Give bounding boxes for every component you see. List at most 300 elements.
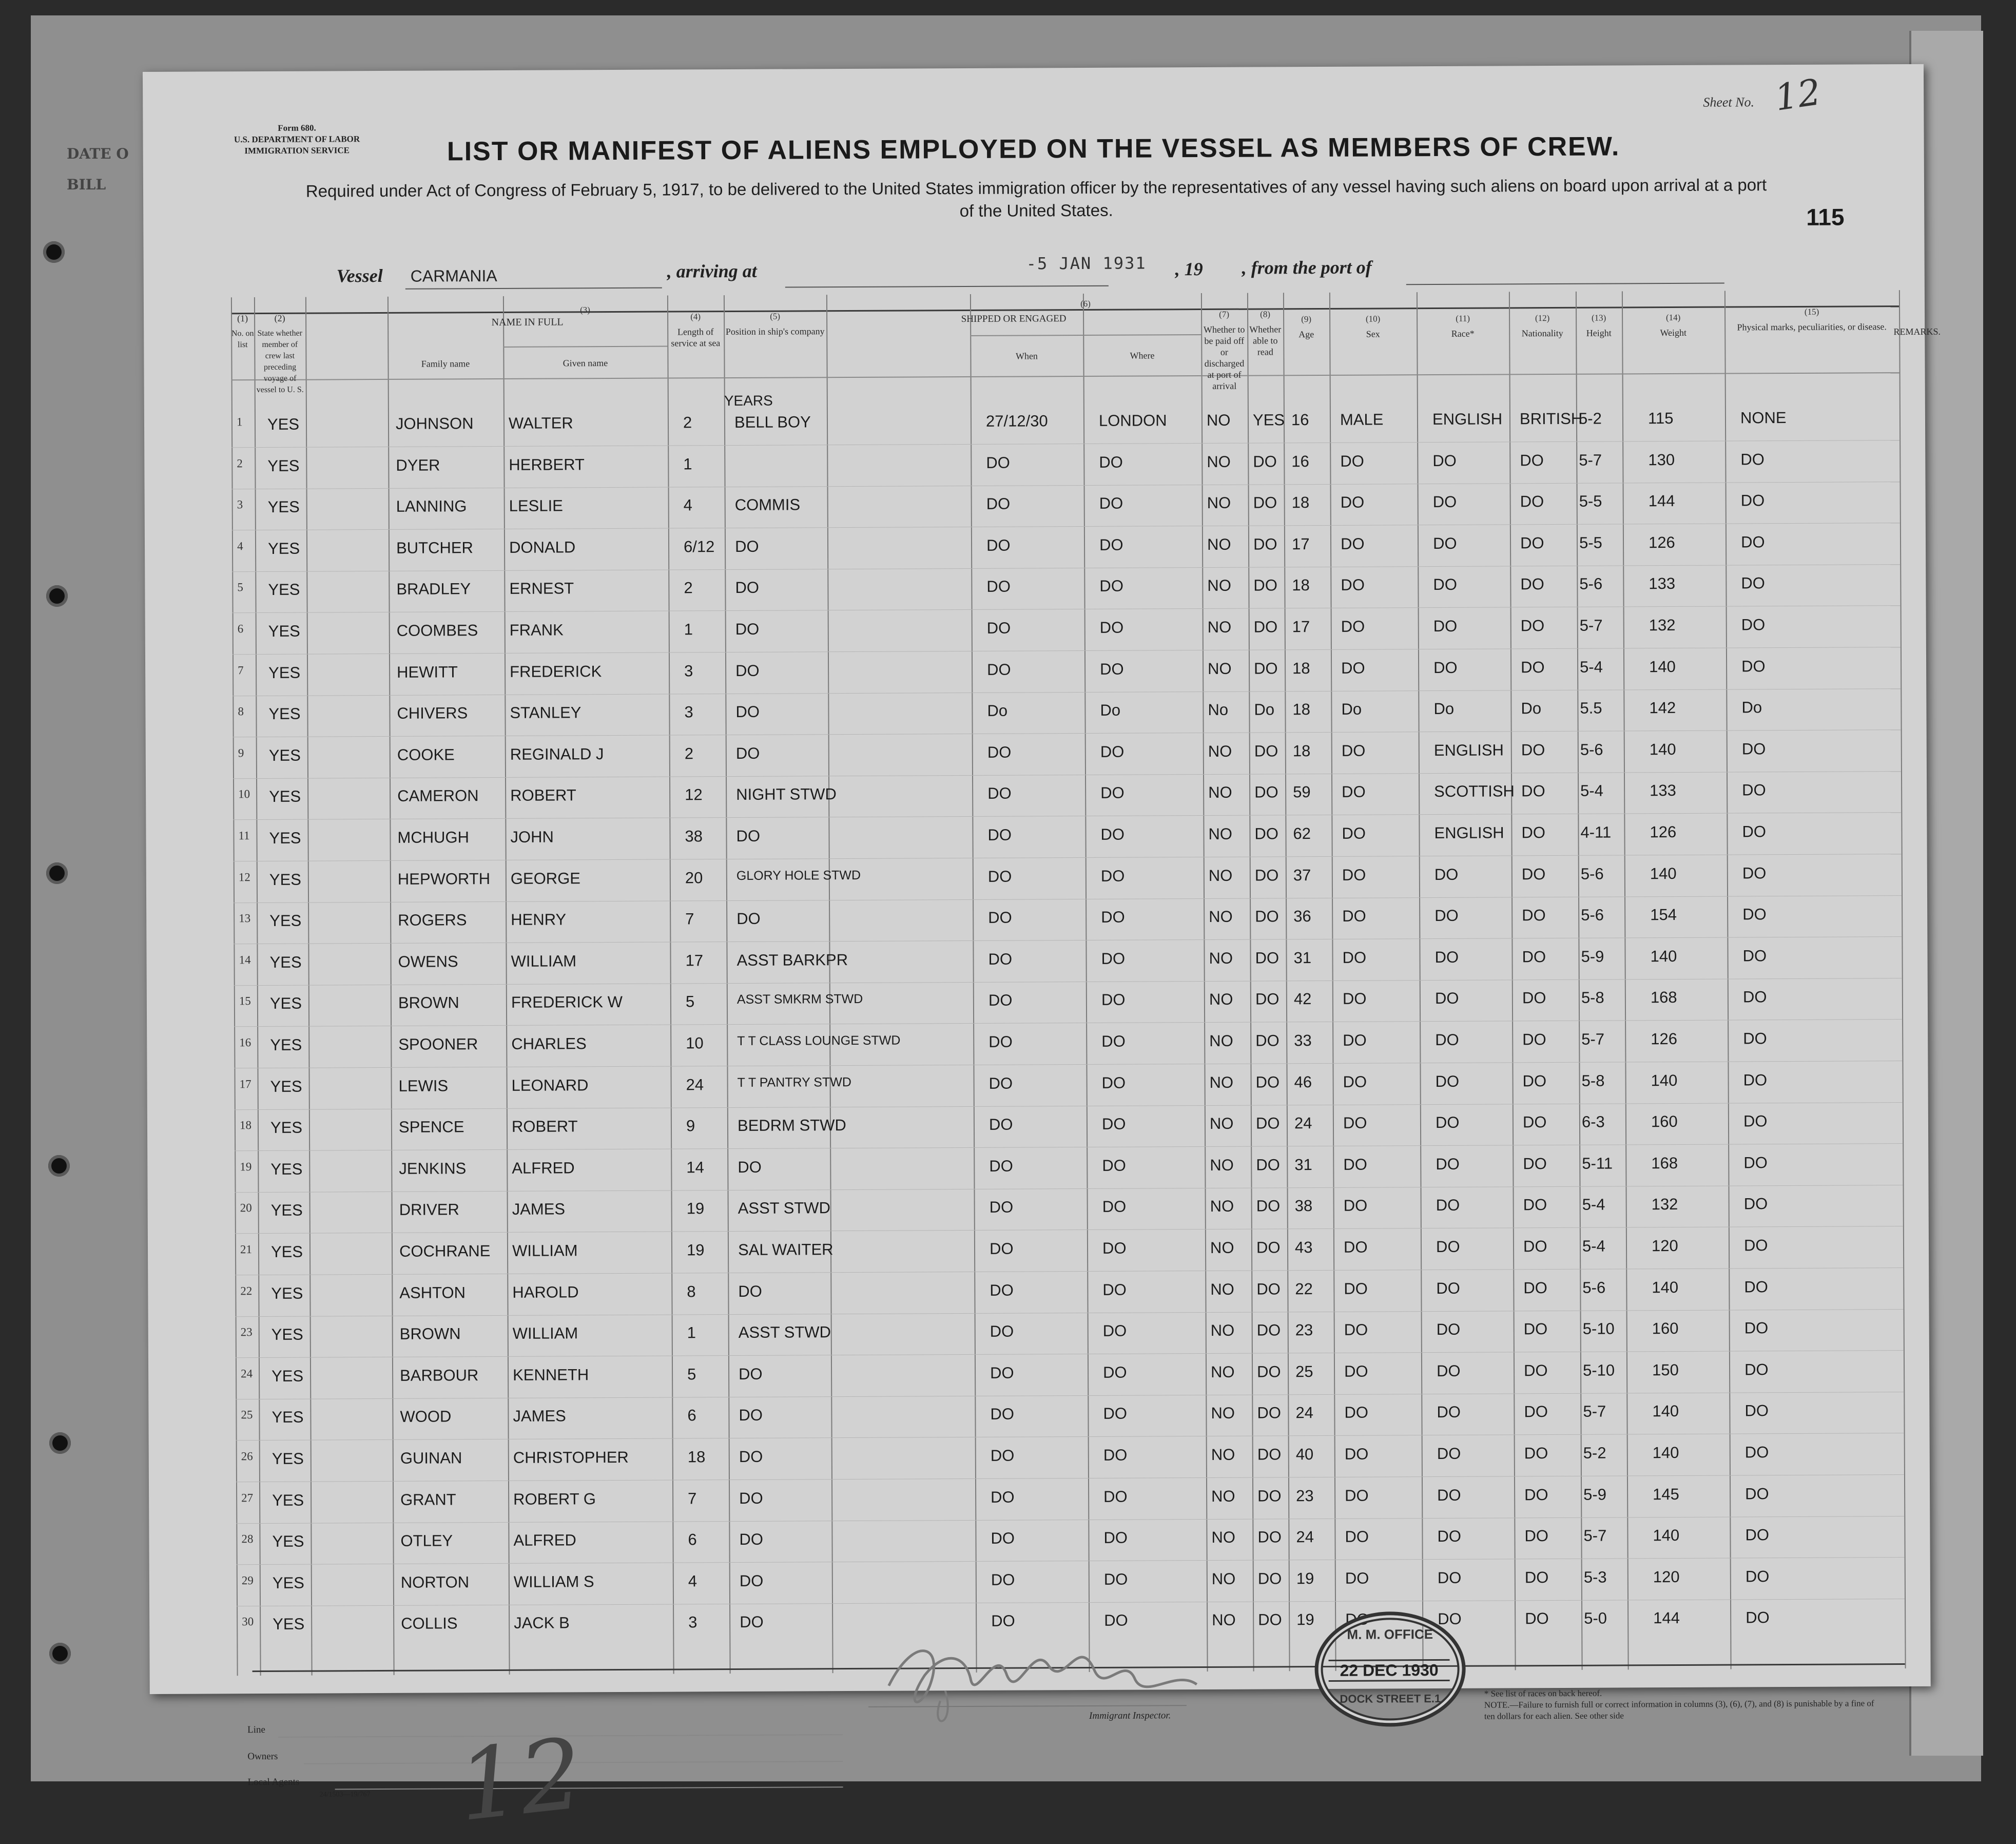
prev-voyage: YES: [268, 581, 300, 599]
position: DO: [738, 1282, 762, 1300]
given-name: WILLIAM: [512, 1241, 578, 1260]
shipped-where: DO: [1099, 535, 1123, 554]
shipped-when: DO: [990, 1363, 1014, 1382]
row-rule: [232, 482, 1900, 489]
family-name: GRANT: [400, 1490, 456, 1509]
shipped-when: DO: [988, 908, 1012, 927]
race: DO: [1438, 1610, 1462, 1628]
row-number: 4: [237, 539, 243, 553]
col-nationality-header: Nationality: [1521, 328, 1563, 339]
sex: DO: [1341, 659, 1365, 677]
shipped-where: DO: [1100, 867, 1125, 885]
service-length: 38: [685, 827, 703, 846]
physical-marks: DO: [1740, 491, 1765, 510]
handwritten-sheet-number: 12: [452, 1717, 588, 1843]
age: 31: [1294, 1155, 1312, 1174]
position: DO: [736, 827, 761, 845]
local-agents-label: Local Agents: [247, 1776, 300, 1788]
race: DO: [1433, 575, 1457, 594]
sex: DO: [1340, 493, 1365, 512]
paid-off: NO: [1211, 1487, 1235, 1505]
position: T T PANTRY STWD: [737, 1074, 851, 1090]
position: GLORY HOLE STWD: [736, 868, 861, 883]
service-length: 2: [683, 413, 692, 432]
nationality: DO: [1523, 1278, 1547, 1297]
binder-hole: [46, 862, 68, 884]
prev-voyage: YES: [268, 622, 300, 640]
weight: 133: [1650, 781, 1676, 800]
service-length: 19: [686, 1241, 705, 1259]
age: 23: [1296, 1486, 1314, 1505]
stamp-address: DOCK STREET E.1: [1340, 1692, 1441, 1705]
prev-voyage: YES: [270, 1242, 303, 1261]
age: 16: [1291, 411, 1309, 429]
arriving-underline: [785, 285, 1109, 288]
sex: DO: [1345, 1527, 1369, 1546]
column-rule: [1417, 292, 1424, 1670]
row-number: 14: [239, 953, 251, 966]
col-remarks-header: REMARKS.: [1893, 326, 1941, 337]
position: DO: [739, 1571, 764, 1590]
weight: 160: [1652, 1319, 1679, 1338]
family-name: COCHRANE: [399, 1242, 491, 1260]
shipped-when: DO: [988, 950, 1013, 968]
col-height-header: Height: [1586, 328, 1612, 338]
line-label: Line: [247, 1724, 265, 1736]
family-name: JENKINS: [399, 1159, 467, 1178]
shipped-where: DO: [1101, 991, 1126, 1009]
col-given-header: Given name: [563, 358, 608, 369]
row-number: 7: [238, 663, 244, 677]
prev-voyage: YES: [270, 1160, 303, 1178]
weight: 126: [1650, 822, 1677, 841]
row-rule: [236, 1392, 1904, 1399]
position: DO: [740, 1613, 764, 1631]
row-number: 5: [237, 581, 243, 594]
able-to-read: DO: [1258, 1610, 1282, 1629]
row-rule: [232, 605, 1901, 613]
shipped-where: DO: [1104, 1611, 1128, 1630]
family-name: WOOD: [400, 1407, 452, 1426]
service-length: 1: [683, 454, 692, 473]
shipped-when: Do: [987, 701, 1008, 720]
row-number: 12: [238, 870, 250, 883]
nationality: DO: [1521, 823, 1546, 842]
prev-voyage: YES: [273, 1615, 305, 1634]
service-length: 2: [684, 579, 693, 597]
given-name: LEONARD: [511, 1075, 589, 1094]
physical-marks: DO: [1741, 616, 1766, 634]
nationality: DO: [1521, 658, 1545, 676]
column-rule: [1509, 292, 1516, 1670]
nationality: DO: [1522, 1030, 1546, 1049]
age: 19: [1296, 1569, 1314, 1588]
nationality: DO: [1523, 1361, 1548, 1380]
row-number: 20: [240, 1201, 252, 1215]
physical-marks: DO: [1746, 1608, 1770, 1627]
physical-marks: DO: [1742, 988, 1767, 1006]
height: 5.5: [1580, 699, 1602, 717]
family-name: OTLEY: [400, 1531, 453, 1550]
physical-marks: DO: [1741, 740, 1766, 758]
physical-marks: DO: [1742, 781, 1766, 799]
vessel-name: CARMANIA: [410, 266, 497, 285]
sex: DO: [1344, 1279, 1368, 1298]
given-name: STANLEY: [510, 703, 581, 722]
sex: DO: [1342, 824, 1366, 842]
paid-off: No: [1208, 700, 1229, 719]
print-code: 24/1503—19/767: [319, 1791, 371, 1799]
service-length: 4: [683, 496, 693, 514]
col-no-number: (1): [237, 313, 248, 324]
able-to-read: DO: [1253, 576, 1277, 594]
given-name: LESLIE: [509, 496, 563, 515]
race: DO: [1435, 907, 1459, 925]
paid-off: NO: [1211, 1404, 1235, 1423]
sex: DO: [1341, 741, 1366, 760]
page-title: LIST OR MANIFEST OF ALIENS EMPLOYED ON THE VESSEL AS MEMBERS OF CREW.: [447, 131, 1620, 167]
able-to-read: DO: [1253, 535, 1277, 553]
service-length: 3: [684, 703, 693, 721]
col-prev-header: State whether member of crew last preceding voyage of vessel to U. S.: [256, 329, 304, 395]
port-underline: [1406, 283, 1724, 285]
prev-voyage: YES: [272, 1573, 304, 1592]
col-marks-header: Physical marks, peculiarities, or disease.: [1737, 321, 1887, 333]
agents-underline: [335, 1787, 843, 1790]
weight: 130: [1648, 450, 1675, 469]
column-rule: [724, 295, 731, 1674]
paid-off: NO: [1208, 824, 1233, 843]
row-rule: [236, 1516, 1904, 1524]
height: 5-2: [1583, 1444, 1606, 1462]
position: DO: [738, 1158, 762, 1176]
col-read-header: Whether able to read: [1249, 324, 1282, 357]
row-number: 1: [236, 415, 243, 429]
physical-marks: DO: [1744, 1277, 1768, 1296]
race: DO: [1436, 1320, 1461, 1339]
shipped-where: DO: [1102, 1198, 1127, 1216]
prev-voyage: YES: [271, 1325, 303, 1344]
weight: 120: [1651, 1236, 1678, 1255]
shipped-where: DO: [1102, 1239, 1127, 1257]
column-rule: [826, 295, 833, 1673]
row-number: 28: [241, 1532, 254, 1546]
row-number: 19: [240, 1160, 252, 1173]
nationality: DO: [1523, 1237, 1547, 1256]
shipped-where: DO: [1103, 1570, 1128, 1588]
shipped-where: DO: [1103, 1528, 1128, 1547]
row-number: 24: [241, 1367, 253, 1380]
able-to-read: DO: [1255, 1114, 1280, 1132]
family-name: LEWIS: [398, 1077, 449, 1095]
family-name: OWENS: [398, 952, 458, 971]
paid-off: NO: [1212, 1611, 1236, 1629]
footnotes: [1484, 1686, 1874, 1722]
row-number: 8: [238, 705, 244, 718]
weight: 144: [1648, 492, 1675, 510]
paid-off: NO: [1210, 1156, 1234, 1174]
race: DO: [1436, 1155, 1460, 1173]
col-service-header: Length of service at sea: [671, 326, 721, 349]
age: 37: [1293, 866, 1311, 884]
height: 5-7: [1579, 451, 1602, 469]
paid-off: NO: [1211, 1445, 1235, 1464]
given-name: HERBERT: [509, 455, 585, 474]
family-name: CAMERON: [397, 786, 479, 805]
vessel-underline: [405, 287, 662, 290]
given-name: HAROLD: [512, 1282, 579, 1301]
column-rule: [1329, 293, 1336, 1671]
height: 5-2: [1578, 409, 1602, 428]
position: DO: [735, 702, 760, 721]
row-rule: [231, 440, 1899, 448]
col-age-number: (9): [1301, 314, 1312, 324]
physical-marks: NONE: [1740, 409, 1787, 427]
race: DO: [1436, 1196, 1460, 1215]
prev-voyage: YES: [269, 829, 301, 847]
shipped-when: DO: [991, 1529, 1015, 1548]
prev-voyage: YES: [267, 456, 300, 475]
position: DO: [735, 744, 760, 762]
given-name: ALFRED: [513, 1531, 576, 1550]
col-position-number: (5): [770, 311, 781, 321]
shipped-where: DO: [1100, 825, 1125, 843]
paid-off: NO: [1209, 1114, 1234, 1133]
weight: 140: [1653, 1526, 1680, 1545]
row-rule: [237, 1599, 1905, 1606]
family-name: BUTCHER: [396, 538, 473, 557]
age: 19: [1296, 1610, 1314, 1629]
shipped-where: DO: [1100, 784, 1125, 802]
row-number: 25: [241, 1408, 253, 1422]
row-rule: [236, 1309, 1904, 1317]
sex: DO: [1342, 866, 1366, 884]
given-name: FREDERICK: [510, 662, 602, 681]
shipped-when: DO: [991, 1612, 1015, 1630]
age: 18: [1292, 741, 1311, 760]
col-weight-number: (14): [1665, 312, 1681, 323]
shipped-where: DO: [1099, 494, 1123, 513]
family-name: COOMBES: [396, 621, 478, 640]
prev-voyage: YES: [270, 1035, 302, 1054]
able-to-read: YES: [1252, 411, 1285, 429]
service-length: 18: [687, 1448, 706, 1466]
able-to-read: DO: [1255, 949, 1280, 967]
able-to-read: DO: [1256, 1279, 1281, 1298]
sex: DO: [1344, 1362, 1368, 1380]
height: 5-4: [1580, 658, 1603, 676]
race: DO: [1435, 989, 1459, 1008]
able-to-read: DO: [1253, 493, 1277, 512]
service-length: 19: [686, 1199, 705, 1218]
shipped-where: DO: [1101, 1115, 1126, 1134]
family-name: BRADLEY: [396, 580, 471, 599]
paid-off: NO: [1210, 1238, 1234, 1257]
weight: 140: [1652, 1443, 1679, 1462]
nationality: DO: [1520, 617, 1545, 635]
race: DO: [1436, 1279, 1460, 1297]
race: DO: [1437, 1568, 1462, 1587]
height: 4-11: [1580, 823, 1612, 841]
able-to-read: DO: [1256, 1197, 1281, 1215]
prev-voyage: YES: [269, 787, 301, 806]
paid-off: NO: [1207, 577, 1231, 595]
given-name: WILLIAM: [512, 1324, 578, 1343]
height: 5-8: [1581, 1071, 1605, 1090]
service-length: 6/12: [683, 537, 715, 556]
physical-marks: DO: [1740, 450, 1765, 469]
sex: DO: [1344, 1403, 1368, 1422]
shipped-where: DO: [1100, 742, 1125, 761]
nationality: DO: [1522, 1071, 1547, 1090]
family-name: BROWN: [398, 993, 459, 1012]
race: DO: [1437, 1486, 1461, 1504]
sex: DO: [1342, 783, 1366, 801]
physical-marks: DO: [1741, 574, 1765, 592]
height: 5-6: [1580, 865, 1604, 883]
given-name: HENRY: [511, 910, 567, 929]
age: 43: [1294, 1238, 1313, 1257]
position: DO: [739, 1447, 763, 1466]
physical-marks: DO: [1740, 533, 1765, 551]
family-name: DYER: [396, 456, 440, 474]
family-name: SPOONER: [398, 1035, 478, 1053]
row-number: 6: [237, 622, 244, 636]
prev-voyage: YES: [267, 539, 300, 558]
weight: 132: [1649, 616, 1676, 635]
given-name: DONALD: [509, 538, 576, 556]
shipped-where: DO: [1099, 618, 1124, 637]
row-rule: [237, 1557, 1905, 1565]
sex: DO: [1340, 534, 1365, 553]
nationality: DO: [1521, 782, 1545, 800]
shipped-where: DO: [1103, 1446, 1128, 1464]
family-name: COLLIS: [401, 1614, 458, 1633]
height: 5-6: [1579, 574, 1603, 593]
row-rule: [235, 1143, 1903, 1151]
given-name: WILLIAM S: [513, 1572, 594, 1591]
row-number: 23: [240, 1326, 253, 1339]
shipped-where: DO: [1103, 1405, 1127, 1423]
col-race-number: (11): [1456, 313, 1470, 323]
weight: 140: [1650, 947, 1677, 965]
position: DO: [736, 909, 761, 928]
height: 5-10: [1582, 1319, 1615, 1338]
row-number: 3: [237, 498, 243, 511]
given-name: ROBERT: [510, 786, 576, 805]
row-number: 18: [239, 1119, 252, 1132]
col-no-header: No. on list: [231, 329, 254, 350]
able-to-read: DO: [1255, 1031, 1280, 1050]
sex: DO: [1341, 617, 1365, 636]
paid-off: NO: [1208, 742, 1232, 760]
office-stamp: [1314, 1611, 1466, 1727]
vessel-label: Vessel: [336, 265, 383, 286]
weight: 142: [1649, 699, 1676, 717]
family-name: GUINAN: [400, 1449, 462, 1467]
left-stamp-line: DATE O: [67, 145, 129, 162]
paid-off: NO: [1207, 535, 1231, 553]
height: 5-6: [1582, 1278, 1606, 1297]
paid-off: NO: [1207, 452, 1231, 471]
race: DO: [1436, 1237, 1460, 1256]
stamp-office-text: M. M. OFFICE: [1347, 1626, 1433, 1642]
shipped-where: DO: [1102, 1321, 1127, 1340]
paid-off: NO: [1208, 659, 1232, 678]
height: 5-6: [1580, 740, 1603, 759]
given-name: KENNETH: [513, 1366, 589, 1384]
paid-off: NO: [1209, 1073, 1234, 1091]
prev-voyage: YES: [267, 497, 300, 516]
shipped-when: DO: [987, 825, 1012, 844]
able-to-read: DO: [1256, 1238, 1281, 1257]
given-name: ERNEST: [509, 579, 574, 598]
position: DO: [739, 1406, 763, 1425]
weight: 168: [1650, 988, 1677, 1007]
row-number: 11: [238, 829, 250, 842]
col-position-header: Position in ship's company: [725, 326, 825, 337]
left-date-stamp: [67, 139, 129, 200]
weight: 126: [1648, 533, 1675, 552]
weight: 140: [1649, 657, 1676, 676]
paid-off: NO: [1211, 1569, 1236, 1588]
year-label: , 19: [1175, 258, 1203, 280]
shipped-when: DO: [990, 1322, 1014, 1341]
paid-off: NO: [1211, 1528, 1236, 1547]
column-rule: [667, 296, 674, 1674]
page-subtitle: Required under Act of Congress of February 5, 1917, to be delivered to the United States immigration officer by the representatives of any vessel having such aliens on board upon arrival at a port of the United States.: [305, 175, 1767, 221]
given-name: WALTER: [508, 414, 573, 432]
age: 24: [1295, 1404, 1313, 1422]
nationality: DO: [1524, 1527, 1549, 1545]
physical-marks: DO: [1745, 1526, 1770, 1544]
family-name: BARBOUR: [400, 1366, 479, 1385]
able-to-read: DO: [1257, 1445, 1282, 1464]
physical-marks: DO: [1742, 863, 1767, 882]
race: DO: [1432, 493, 1457, 511]
service-length: 8: [687, 1282, 696, 1300]
manifest-sheet: [143, 64, 1941, 1843]
sex: DO: [1343, 1155, 1367, 1174]
service-name: IMMIGRATION SERVICE: [244, 145, 350, 156]
shipped-where: DO: [1101, 1073, 1126, 1092]
stamp-date: 22 DEC 1930: [1329, 1659, 1450, 1682]
physical-marks: DO: [1745, 1567, 1770, 1586]
shipped-where: DO: [1101, 1032, 1126, 1050]
col-shipped-number: (6): [1080, 298, 1091, 309]
service-length: 17: [685, 951, 704, 970]
row-number: 10: [238, 787, 250, 801]
able-to-read: DO: [1257, 1569, 1282, 1588]
shipped-when: DO: [991, 1488, 1015, 1506]
race: DO: [1435, 1072, 1460, 1090]
arrival-date-stamp: -5 JAN 1931: [1026, 253, 1147, 274]
given-name: JAMES: [512, 1200, 566, 1219]
col-age-header: Age: [1298, 329, 1314, 340]
col-height-number: (13): [1591, 313, 1606, 323]
shipped-where: DO: [1102, 1156, 1126, 1175]
row-rule: [234, 978, 1902, 986]
physical-marks: DO: [1743, 1112, 1768, 1130]
weight: 140: [1649, 740, 1676, 758]
age: 59: [1293, 783, 1311, 801]
given-name: CHRISTOPHER: [513, 1448, 629, 1467]
column-rule: [254, 297, 261, 1676]
able-to-read: DO: [1256, 1362, 1281, 1381]
weight: 154: [1650, 906, 1677, 924]
age: 31: [1293, 948, 1312, 967]
shipped-when: DO: [988, 1115, 1013, 1134]
